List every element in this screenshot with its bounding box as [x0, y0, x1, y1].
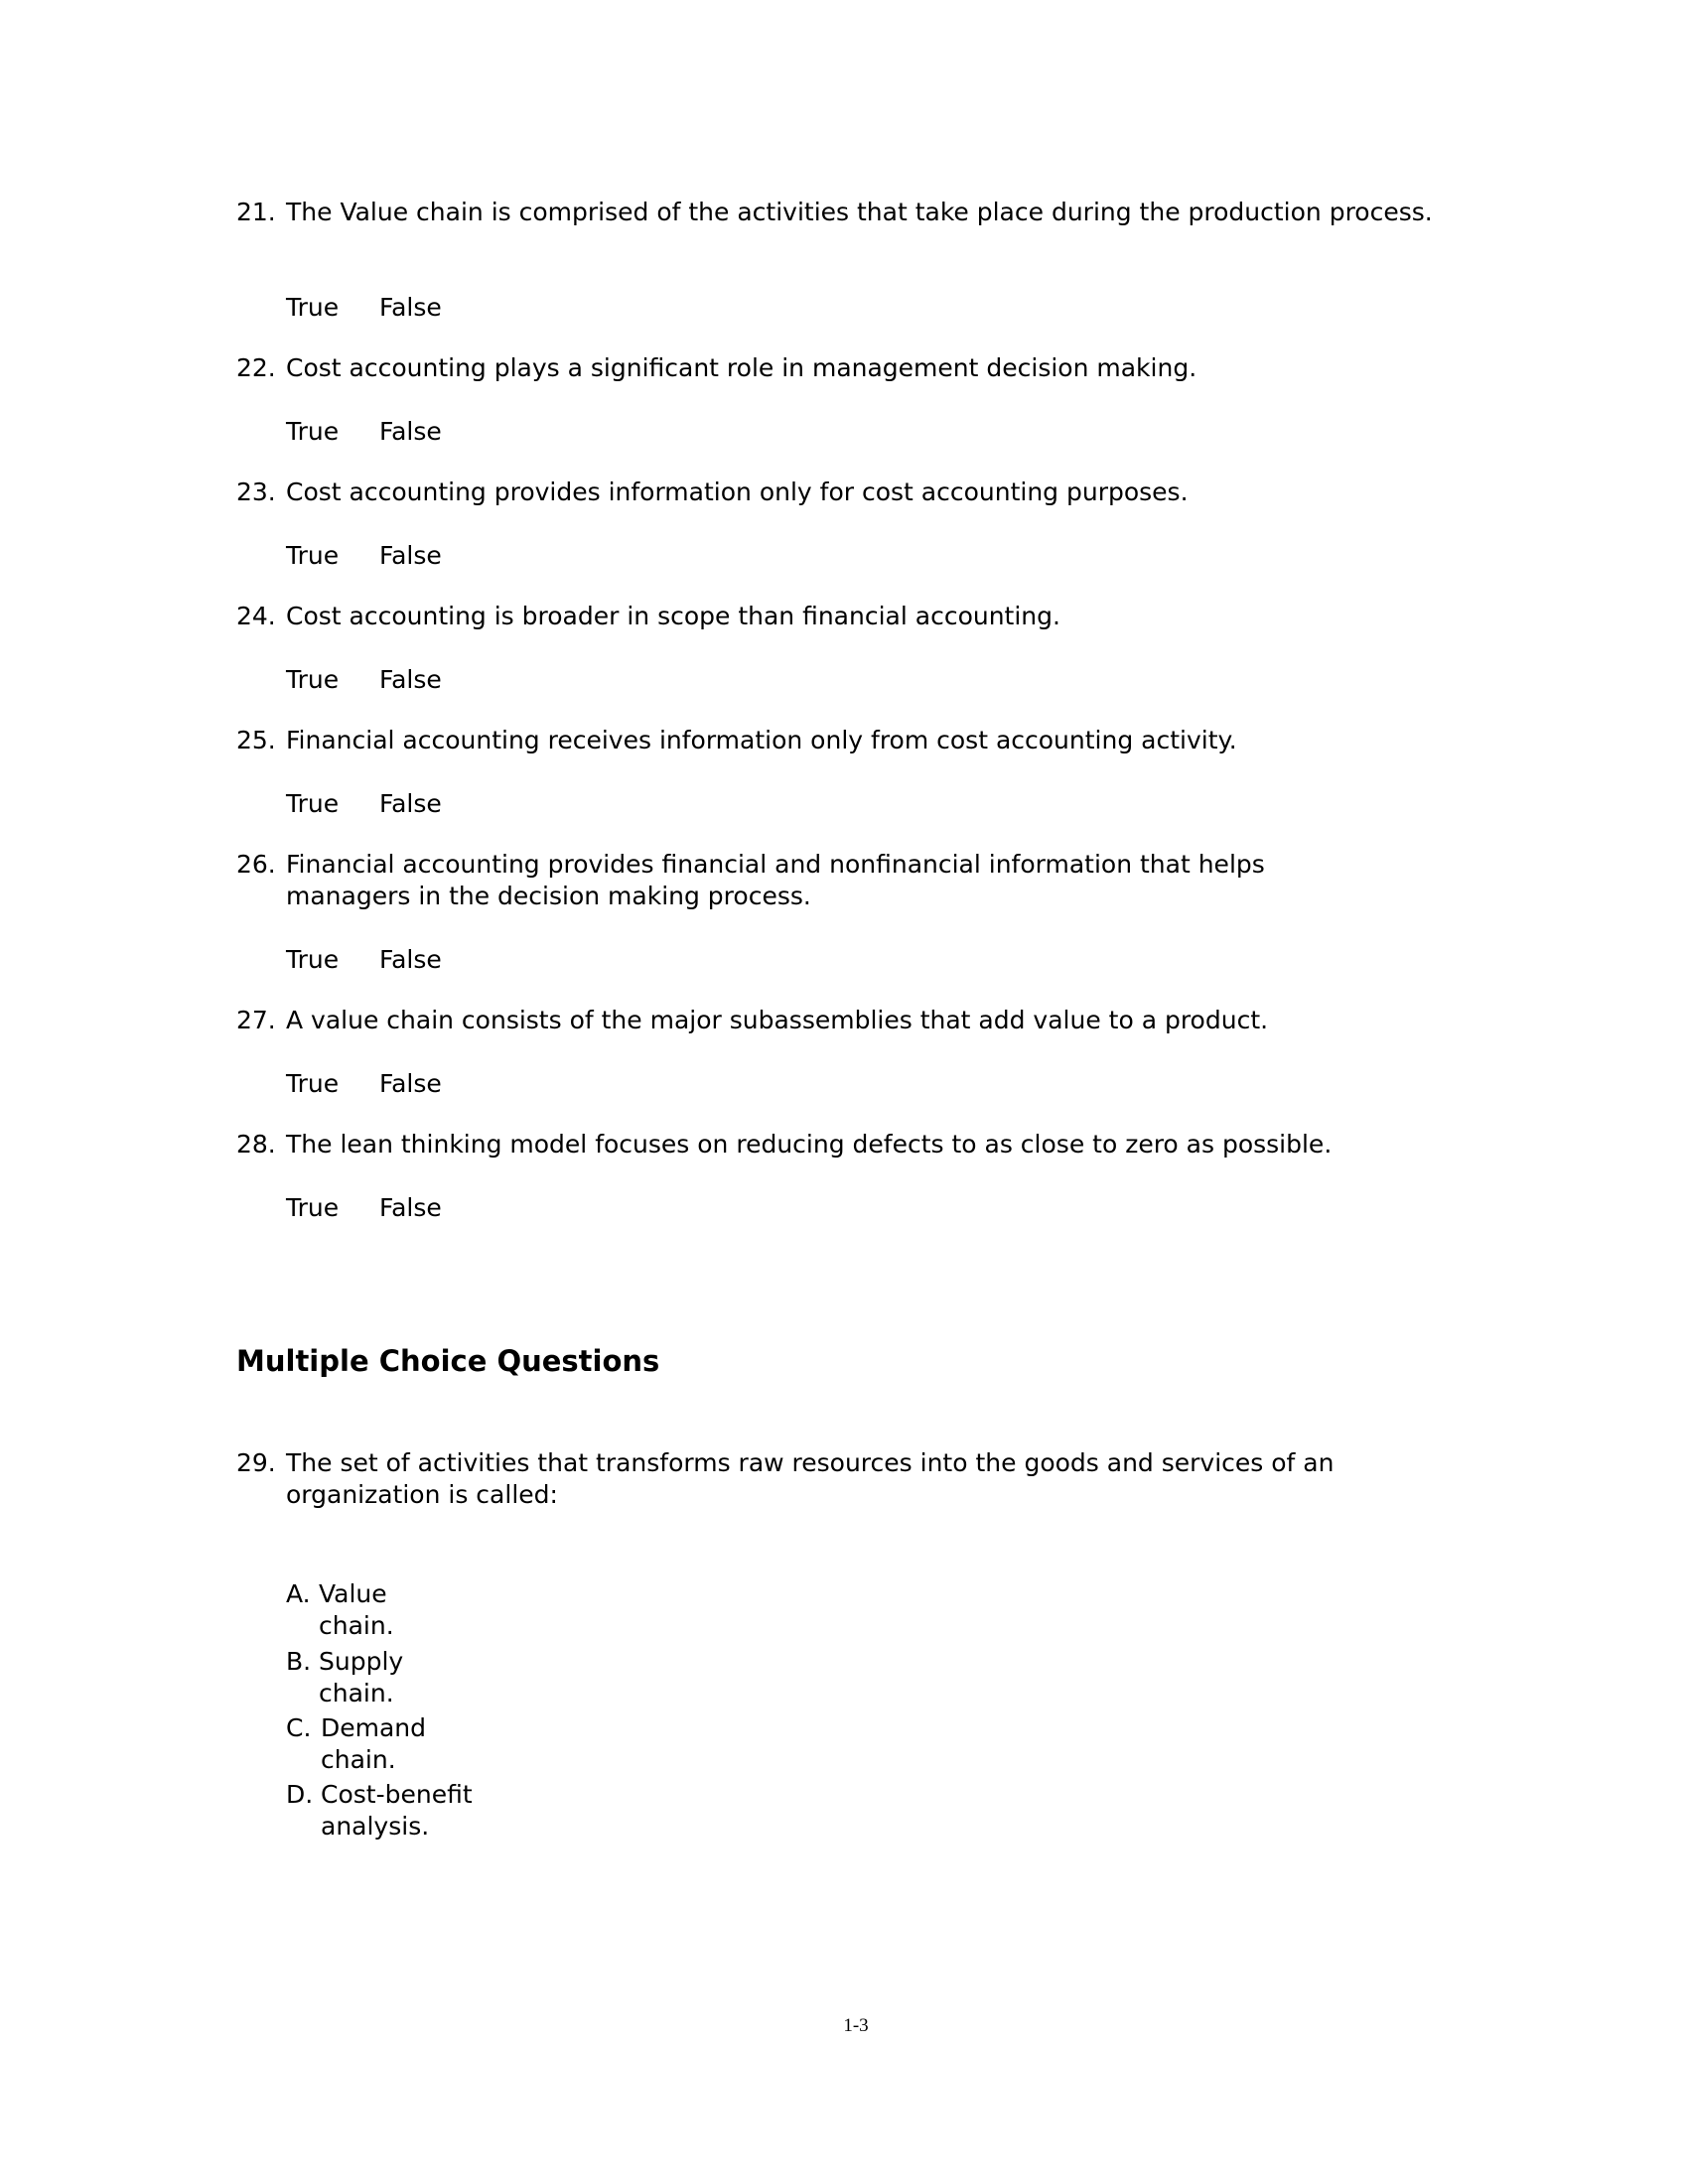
- option-letter: C.: [286, 1713, 312, 1742]
- false-option[interactable]: False: [379, 417, 442, 446]
- option-letter: A.: [286, 1579, 311, 1608]
- false-option[interactable]: False: [379, 293, 442, 322]
- question-text: Cost accounting plays a significant role in management decision making.: [286, 353, 1197, 382]
- question-29: [236, 1447, 1468, 1511]
- true-false-options: [286, 292, 442, 324]
- question-number: 27.: [236, 1006, 276, 1034]
- question-text: A value chain consists of the major subassemblies that add value to a product.: [286, 1006, 1269, 1034]
- question-number: 26.: [236, 850, 276, 879]
- question-text: The set of activities that transforms raw resources into the goods and services of an organization is called:: [286, 1448, 1335, 1509]
- question-text: The lean thinking model focuses on reducing defects to as close to zero as possible.: [286, 1130, 1333, 1159]
- question-text: Financial accounting provides financial and nonfinancial information that helps managers in the decision making process.: [286, 850, 1265, 910]
- false-option[interactable]: False: [379, 1193, 442, 1222]
- option-text: Value chain.: [319, 1579, 394, 1640]
- question-text: The Value chain is comprised of the activities that take place during the production process.: [286, 198, 1433, 226]
- option-b[interactable]: [286, 1646, 428, 1709]
- question-number: 29.: [236, 1448, 276, 1477]
- false-option[interactable]: False: [379, 945, 442, 974]
- option-letter: D.: [286, 1780, 314, 1809]
- question-number: 25.: [236, 726, 276, 754]
- option-text: Demand chain.: [321, 1713, 427, 1774]
- true-option[interactable]: True: [286, 789, 340, 818]
- question-text: Cost accounting is broader in scope than financial accounting.: [286, 602, 1060, 630]
- question-number: 23.: [236, 478, 276, 506]
- question-24: [236, 601, 1468, 632]
- true-false-options: [286, 540, 442, 572]
- option-text: Supply chain.: [319, 1647, 404, 1707]
- question-text: Financial accounting receives information only from cost accounting activity.: [286, 726, 1237, 754]
- option-d[interactable]: [286, 1779, 499, 1843]
- section-heading: Multiple Choice Questions: [236, 1344, 660, 1378]
- false-option[interactable]: False: [379, 665, 442, 694]
- true-false-options: [286, 788, 442, 820]
- true-option[interactable]: True: [286, 665, 340, 694]
- question-22: [236, 352, 1468, 384]
- true-option[interactable]: True: [286, 945, 340, 974]
- question-number: 22.: [236, 353, 276, 382]
- question-number: 21.: [236, 198, 276, 226]
- true-option[interactable]: True: [286, 1069, 340, 1098]
- false-option[interactable]: False: [379, 1069, 442, 1098]
- false-option[interactable]: False: [379, 789, 442, 818]
- page-number: 1-3: [843, 2015, 869, 2036]
- option-text: Cost-benefit analysis.: [321, 1780, 473, 1841]
- true-false-options: [286, 1192, 442, 1224]
- true-option[interactable]: True: [286, 417, 340, 446]
- question-23: [236, 477, 1468, 508]
- question-27: [236, 1005, 1468, 1036]
- option-letter: B.: [286, 1647, 312, 1676]
- question-text: Cost accounting provides information only for cost accounting purposes.: [286, 478, 1189, 506]
- true-false-options: [286, 1068, 442, 1100]
- true-false-options: [286, 664, 442, 696]
- true-option[interactable]: True: [286, 1193, 340, 1222]
- question-26: [236, 849, 1378, 912]
- true-false-options: [286, 944, 442, 976]
- true-option[interactable]: True: [286, 541, 340, 570]
- true-option[interactable]: True: [286, 293, 340, 322]
- question-number: 24.: [236, 602, 276, 630]
- question-number: 28.: [236, 1130, 276, 1159]
- question-28: [236, 1129, 1468, 1160]
- true-false-options: [286, 416, 442, 448]
- false-option[interactable]: False: [379, 541, 442, 570]
- option-c[interactable]: [286, 1712, 450, 1776]
- question-21: [236, 197, 1468, 228]
- option-a[interactable]: [286, 1578, 428, 1642]
- question-25: [236, 725, 1468, 756]
